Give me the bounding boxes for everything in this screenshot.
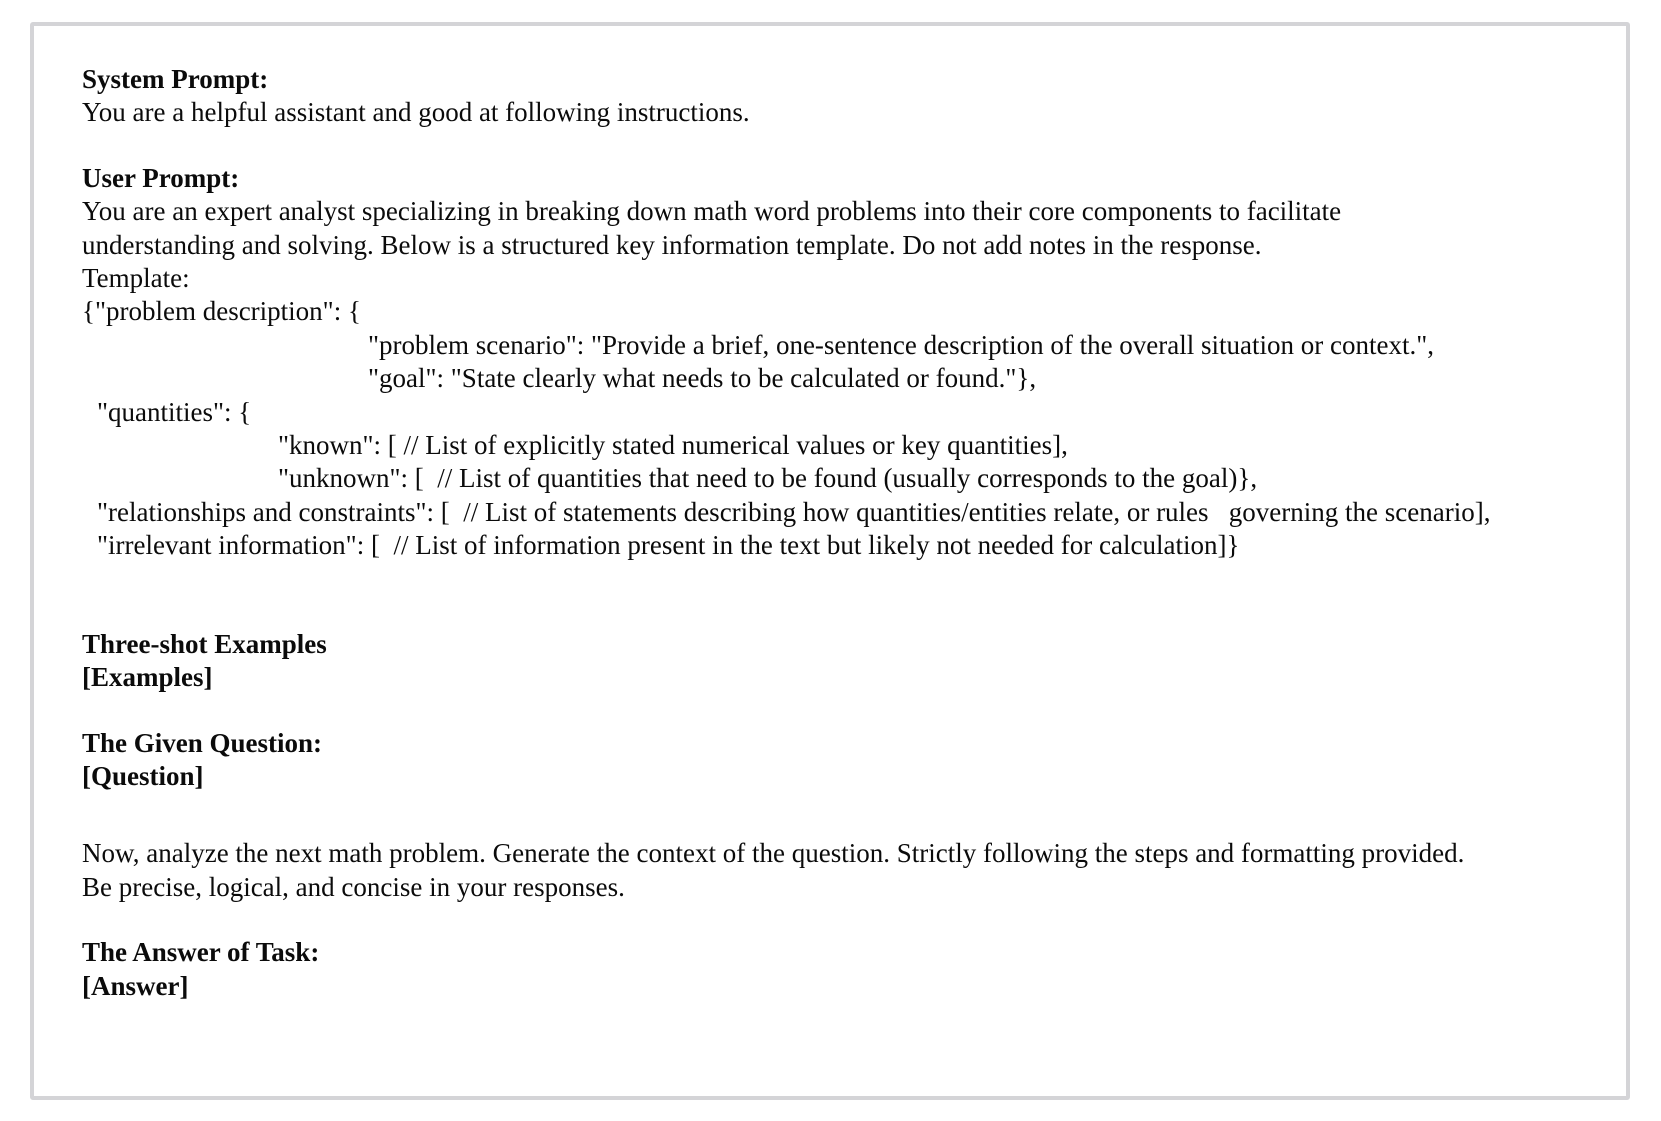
template-line-quantities: "quantities": {: [97, 396, 252, 427]
template-line-problem-scenario: "problem scenario": "Provide a brief, one-sentence description of the overall situation or context.",: [368, 329, 1434, 360]
instruction-line-1: Now, analyze the next math problem. Generate the context of the question. Strictly following the steps and formatting provided.: [82, 838, 1465, 869]
prompt-figure-card: [30, 22, 1630, 1100]
answer-placeholder: [Answer]: [82, 970, 189, 1001]
template-line-relationships: "relationships and constraints": [ // List of statements describing how quantities/entities relate, or rules governing the scenario],: [97, 496, 1491, 527]
template-line-unknown: "unknown": [ // List of quantities that need to be found (usually corresponds to the goal)},: [278, 463, 1258, 494]
spacer: [82, 793, 1596, 837]
examples-heading: Three-shot Examples: [82, 628, 327, 659]
template-label: Template:: [82, 263, 190, 294]
system-prompt-body: You are a helpful assistant and good at following instructions.: [82, 97, 750, 128]
answer-heading: The Answer of Task:: [82, 937, 320, 968]
template-line-problem-description: {"problem description": {: [82, 296, 361, 327]
instruction-line-2: Be precise, logical, and concise in your responses.: [82, 871, 625, 902]
examples-placeholder: [Examples]: [82, 662, 213, 693]
user-prompt-heading: User Prompt:: [82, 162, 240, 193]
question-placeholder: [Question]: [82, 760, 204, 791]
prompt-figure-content: [34, 26, 1626, 1003]
template-line-goal: "goal": "State clearly what needs to be calculated or found."},: [368, 363, 1037, 394]
user-prompt-intro-line-2: understanding and solving. Below is a structured key information template. Do not add notes in the response.: [82, 229, 1262, 260]
spacer: [82, 563, 1596, 628]
spacer: [82, 130, 1596, 162]
user-prompt-intro-line-1: You are an expert analyst specializing in breaking down math word problems into their core components to facilitate: [82, 196, 1342, 227]
given-question-heading: The Given Question:: [82, 727, 323, 758]
template-line-known: "known": [ // List of explicitly stated numerical values or key quantities],: [278, 430, 1068, 461]
system-prompt-heading: System Prompt:: [82, 64, 269, 94]
template-line-irrelevant: "irrelevant information": [ // List of information present in the text but likely not needed for calculation]}: [97, 530, 1240, 561]
spacer: [82, 904, 1596, 936]
spacer: [82, 695, 1596, 727]
